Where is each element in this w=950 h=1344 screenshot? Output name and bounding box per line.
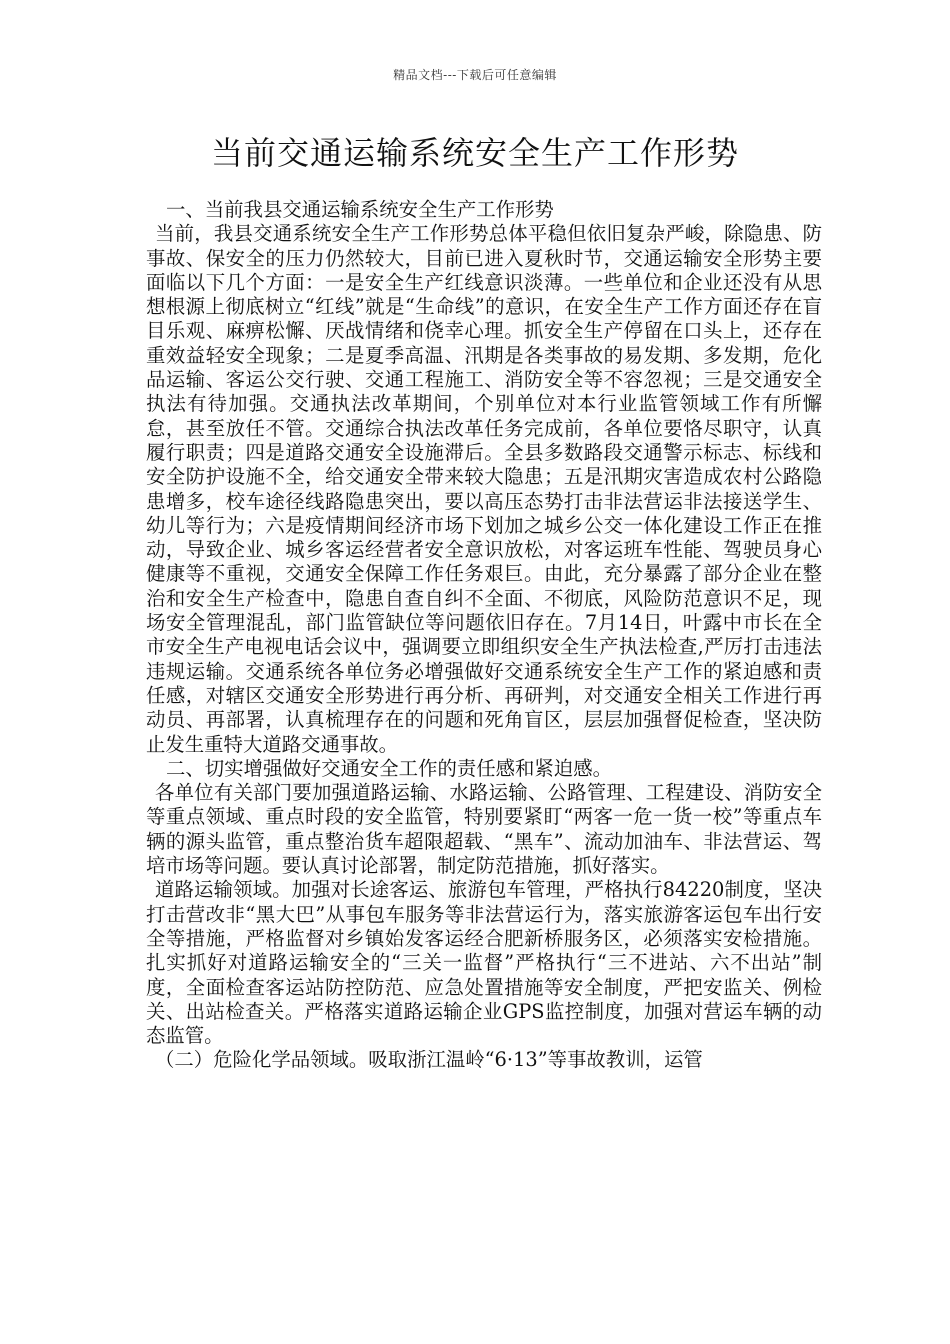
paragraph-3: 道路运输领域。加强对长途客运、旅游包车管理，严格执行84220制度，坚决打击营改非“黑大巴”从事包车服务等非法营运行为，落实旅游客运包车出行安全等措施，严格监督对乡镇始发客运经合肥新桥服务区，必须落实安检措施。扎实抓好对道路运输安全的“三关一监督”严格执行“三不进站、六不出站”制度，全面检查客运站防控防范、应急处置措施等安全制度，严把安监关、例检关、出站检查关。严格落实道路运输企业GPS监控制度，加强对营运车辆的动态监管。 bbox=[146, 878, 822, 1048]
document-body bbox=[146, 198, 822, 1073]
paragraph-4: （二）危险化学品领域。吸取浙江温岭“6·13”等事故教训，运管 bbox=[155, 1048, 703, 1072]
section-heading-1: 一、当前我县交通运输系统安全生产工作形势 bbox=[166, 198, 554, 221]
paragraph-1: 当前，我县交通系统安全生产工作形势总体平稳但依旧复杂严峻，除隐患、防事故、保安全的压力仍然较大，目前已进入夏秋时节，交通运输安全形势主要面临以下几个方面：一是安全生产红线意识淡薄。一些单位和企业还没有从思想根源上彻底树立“红线”就是“生命线”的意识，在安全生产工作方面还存在盲目乐观、麻痹松懈、厌战情绪和侥幸心理。抓安全生产停留在口头上，还存在重效益轻安全现象；二是夏季高温、汛期是各类事故的易发期、多发期，危化品运输、客运公交行驶、交通工程施工、消防安全等不容忽视；三是交通安全执法有待加强。交通执法改革期间，个别单位对本行业监管领域工作有所懈怠，甚至放任不管。交通综合执法改革任务完成前，各单位要恪尽职守，认真履行职责；四是道路交通安全设施滞后。全县多数路段交通警示标志、标线和安全防护设施不全，给交通安全带来较大隐患；五是汛期灾害造成农村公路隐患增多，校车途径线路隐患突出，要以高压态势打击非法营运非法接送学生、幼儿等行为；六是疫情期间经济市场下划加之城乡公交一体化建设工作正在推动，导致企业、城乡客运经营者安全意识放松，对客运班车性能、驾驶员身心健康等不重视，交通安全保障工作任务艰巨。由此，充分暴露了部分企业在整治和安全生产检查中，隐患自查自纠不全面、不彻底，风险防范意识不足，现场安全管理混乱，部门监管缺位等问题依旧存在。7月14日，叶露中市长在全市安全生产电视电话会议中，强调要立即组织安全生产执法检查,严厉打击违法违规运输。交通系统各单位务必增强做好交通系统安全生产工作的紧迫感和责任感，对辖区交通安全形势进行再分析、再研判，对交通安全相关工作进行再动员、再部署，认真梳理存在的问题和死角盲区，层层加强督促检查，坚决防止发生重特大道路交通事故。 bbox=[146, 222, 822, 756]
paragraph-2: 各单位有关部门要加强道路运输、水路运输、公路管理、工程建设、消防安全等重点领域、重点时段的安全监管，特别要紧盯“两客一危一货一校”等重点车辆的源头监管，重点整治货车超限超载、“黑车”、流动加油车、非法营运、驾培市场等问题。要认真讨论部署，制定防范措施，抓好落实。 bbox=[146, 781, 822, 878]
header-note: 精品文档---下载后可任意编辑 bbox=[393, 68, 557, 82]
section-heading-2: 二、切实增强做好交通安全工作的责任感和紧迫感。 bbox=[166, 756, 612, 780]
document-title: 当前交通运输系统安全生产工作形势 bbox=[210, 134, 739, 172]
